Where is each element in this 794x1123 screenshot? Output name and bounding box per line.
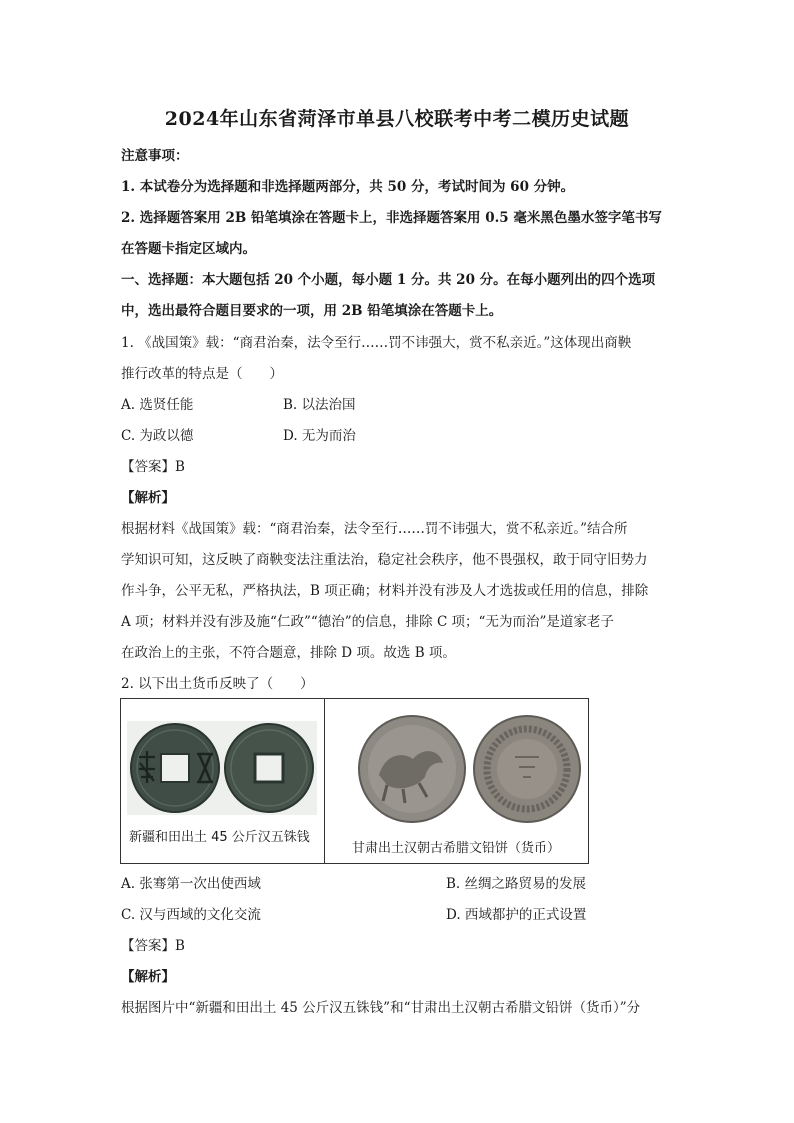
q1-analysis-line: 作斗争，公平无私，严格执法，B 项正确；材料并没有涉及人才选拔或任用的信息，排除 (121, 583, 649, 599)
q1-answer: 【答案】B (121, 459, 185, 475)
q2-option-d: D. 西域都护的正式设置 (446, 907, 587, 923)
q2-analysis-line: 根据图片中“新疆和田出土 45 公斤汉五铢钱”和“甘肃出土汉朝古希腊文铅饼（货币）”分 (121, 1000, 641, 1016)
q2-option-a: A. 张骞第一次出使西域 (121, 876, 261, 892)
right-figure-caption: 甘肃出土汉朝古希腊文铅饼（货币） (352, 841, 561, 856)
notice-item-1: 1. 本试卷分为选择题和非选择题两部分，共 50 分，考试时间为 60 分钟。 (121, 179, 575, 195)
notice-item-2-cont: 在答题卡指定区域内。 (121, 241, 256, 257)
q1-analysis-label: 【解析】 (121, 490, 175, 506)
lead-cake-image (357, 711, 587, 825)
wuzhu-coins-image (127, 721, 317, 815)
section-heading: 一、选择题：本大题包括 20 个小题，每小题 1 分。共 20 分。在每小题列出的四个选项 (121, 272, 656, 288)
left-figure-caption: 新疆和田出土 45 公斤汉五铢钱 (129, 830, 310, 845)
figure-divider (324, 699, 325, 863)
q2-figure-table (120, 698, 589, 864)
q2-answer: 【答案】B (121, 938, 185, 954)
q1-option-d: D. 无为而治 (283, 428, 356, 444)
q2-analysis-label: 【解析】 (121, 969, 175, 985)
notice-heading: 注意事项： (121, 148, 189, 164)
q1-option-c: C. 为政以德 (121, 428, 194, 444)
q2-option-b: B. 丝绸之路贸易的发展 (446, 876, 587, 892)
q1-analysis-line: A 项；材料并没有涉及施“仁政”“德治”的信息，排除 C 项；“无为而治”是道家老子 (121, 614, 614, 630)
q2-option-c: C. 汉与西域的文化交流 (121, 907, 261, 923)
page-title: 2024年山东省菏泽市单县八校联考中考二模历史试题 (164, 108, 630, 130)
notice-item-2: 2. 选择题答案用 2B 铅笔填涂在答题卡上，非选择题答案用 0.5 毫米黑色墨水签字笔书写 (121, 210, 662, 226)
q1-option-a: A. 选贤任能 (121, 397, 194, 413)
section-heading-cont: 中，选出最符合题目要求的一项，用 2B 铅笔填涂在答题卡上。 (121, 303, 503, 319)
q1-analysis-line: 在政治上的主张，不符合题意，排除 D 项。故选 B 项。 (121, 645, 456, 661)
q1-analysis-line: 根据材料《战国策》载：“商君治秦，法令至行……罚不讳强大，赏不私亲近。”结合所 (121, 521, 628, 537)
q1-stem-cont: 推行改革的特点是（ ） (121, 366, 283, 382)
q2-stem: 2. 以下出土货币反映了（ ） (121, 676, 314, 692)
q1-analysis-line: 学知识可知，这反映了商鞅变法注重法治，稳定社会秩序，他不畏强权，敢于同守旧势力 (121, 552, 648, 568)
q1-stem: 1. 《战国策》载：“商君治秦，法令至行……罚不讳强大，赏不私亲近。”这体现出商鞅 (121, 335, 632, 351)
q1-option-b: B. 以法治国 (283, 397, 356, 413)
